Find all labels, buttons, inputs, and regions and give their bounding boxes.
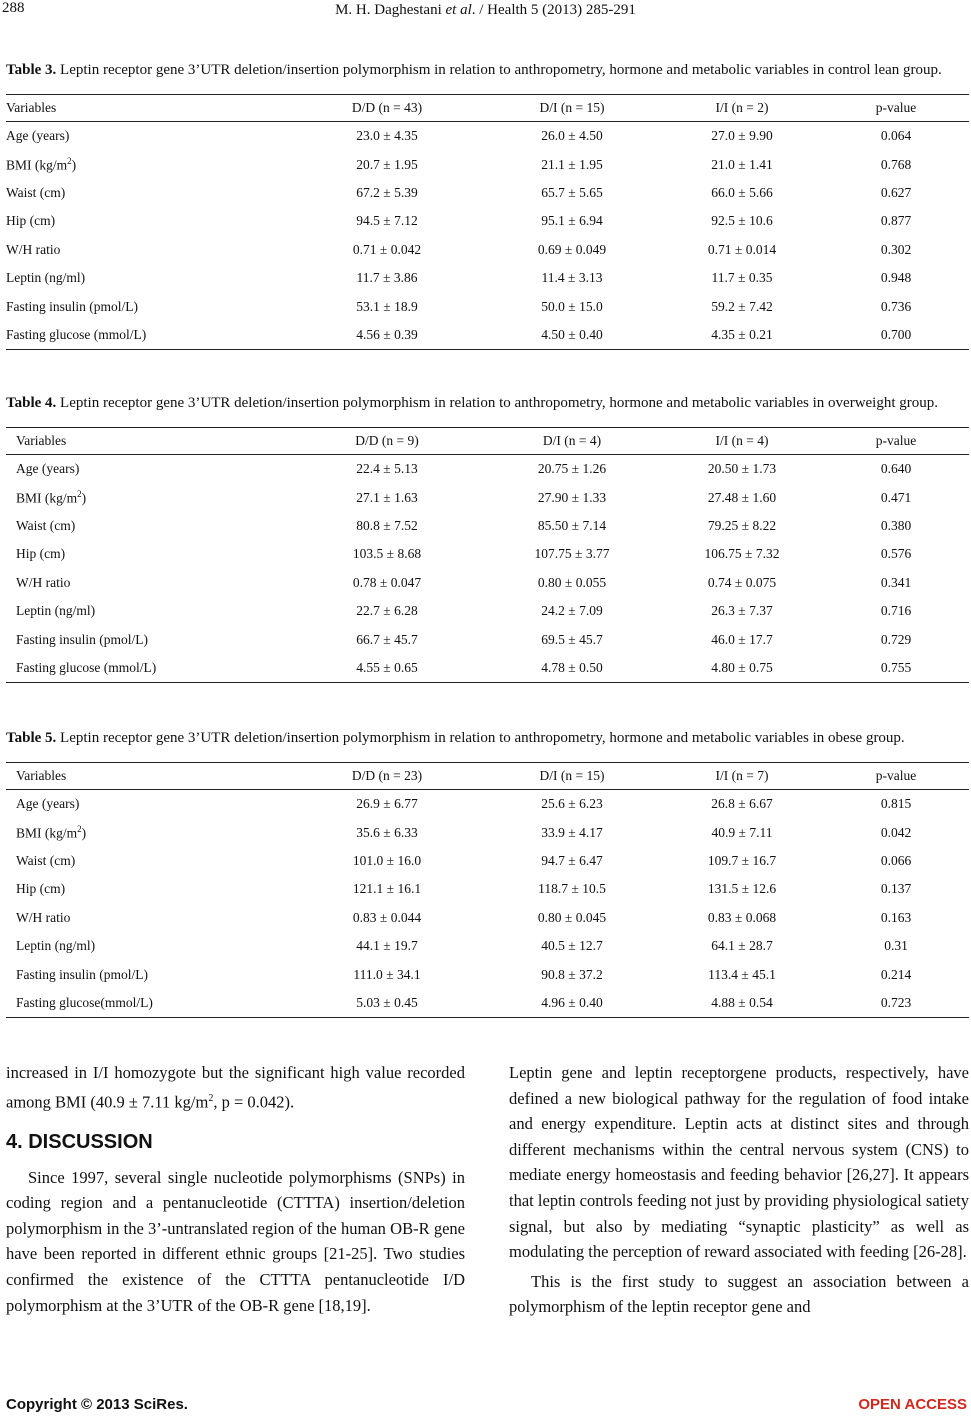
table-row (6, 597, 969, 625)
p-value-cell: 0.815 (880, 796, 912, 812)
value-cell: 40.9 ± 7.11 (711, 824, 773, 840)
table-header-cell: I/I (n = 4) (715, 433, 769, 448)
table-row (6, 540, 969, 568)
table-row (6, 321, 969, 350)
table-row (6, 512, 969, 540)
variable-cell (6, 122, 291, 151)
table-header-cell: I/I (n = 7) (715, 768, 769, 783)
table-header-cell: D/I (n = 4) (542, 433, 602, 448)
p-value-cell: 0.700 (880, 326, 912, 342)
value-cell: 95.1 ± 6.94 (541, 213, 603, 229)
value-cell: 46.0 ± 17.7 (711, 631, 773, 647)
variable-name: Hip (cm) (16, 881, 66, 897)
variable-suffix: ) (81, 490, 87, 506)
value-cell: 59.2 ± 7.42 (711, 298, 773, 314)
p-value-cell: 0.768 (880, 156, 912, 172)
table-row (6, 292, 969, 320)
table-header-cell: D/D (n = 23) (351, 768, 423, 783)
variable-cell (6, 236, 291, 264)
table-5-block (6, 728, 969, 1018)
paragraph-results-end (6, 1060, 465, 1115)
running-head (0, 2, 971, 19)
value-cell: 27.1 ± 1.63 (356, 489, 418, 505)
value-cell: 121.1 ± 16.1 (352, 881, 422, 897)
footer-open-access: OPEN ACCESS (858, 1396, 967, 1413)
body-column-right (509, 1060, 969, 1320)
variable-name: Age (years) (16, 461, 80, 477)
table-row (6, 847, 969, 875)
variable-name: Fasting glucose(mmol/L) (16, 994, 153, 1010)
value-cell: 118.7 ± 10.5 (538, 881, 606, 897)
value-cell: 94.5 ± 7.12 (356, 213, 418, 229)
value-cell: 0.80 ± 0.055 (537, 574, 607, 590)
table-row (6, 207, 969, 235)
value-cell: 23.0 ± 4.35 (356, 128, 418, 144)
table-row (6, 989, 969, 1018)
variable-name: Age (years) (16, 796, 80, 812)
table-header-cell: D/I (n = 15) (539, 768, 605, 783)
value-cell: 27.90 ± 1.33 (537, 489, 607, 505)
superscript: 2 (77, 488, 82, 499)
paragraph-discussion-2: Leptin gene and leptin receptorgene products, respectively, have defined a new biological pathway for the regulation of food intake and energy expenditure. Leptin acts at distinct sites and through different mechanisms within the central nervous system (CNS) to mediate energy homeostasis and feeding behavior [26,27]. It appears that leptin controls feeding not just by providing physiological satiety signal, but also by mediating “synaptic plasticity” as well as modulating the perception of reward associated with feeding [26-28]. (509, 1063, 969, 1262)
table-header-cell: D/D (n = 43) (351, 100, 423, 115)
value-cell: 103.5 ± 8.68 (352, 546, 422, 562)
value-cell: 4.96 ± 0.40 (541, 994, 603, 1010)
variable-name: Age (years) (6, 128, 70, 144)
value-cell: 131.5 ± 12.6 (707, 881, 777, 897)
variable-cell (6, 150, 291, 178)
table-header-cell: p-value (875, 433, 917, 448)
variable-cell (6, 875, 291, 903)
value-cell: 20.50 ± 1.73 (707, 461, 777, 477)
variable-cell (6, 483, 291, 511)
variable-name: Leptin (ng/ml) (16, 603, 96, 619)
running-head-authors: M. H. Daghestani (335, 2, 446, 18)
variable-cell (6, 264, 291, 292)
variable-name: Fasting glucose (mmol/L) (16, 659, 157, 675)
p-value-cell: 0.729 (880, 631, 912, 647)
value-cell: 26.8 ± 6.67 (711, 796, 773, 812)
p-value-cell: 0.380 (880, 517, 912, 533)
table-row (6, 122, 969, 151)
p-value-cell: 0.877 (880, 213, 912, 229)
p-value-cell: 0.341 (880, 574, 912, 590)
p-value-cell: 0.137 (880, 881, 912, 897)
value-cell: 4.50 ± 0.40 (541, 326, 603, 342)
table-row (6, 904, 969, 932)
variable-name: BMI (kg/m (16, 825, 78, 841)
variable-cell (6, 904, 291, 932)
variable-cell (6, 512, 291, 540)
value-cell: 40.5 ± 12.7 (541, 938, 603, 954)
variable-cell (6, 540, 291, 568)
table-row (6, 236, 969, 264)
data-table (6, 427, 969, 683)
variable-name: Fasting insulin (pmol/L) (6, 298, 139, 314)
table-header-cell: Variables (16, 768, 67, 783)
table-caption (6, 60, 969, 80)
table-caption-text: Leptin receptor gene 3’UTR deletion/insertion polymorphism in relation to anthropometry, hormone and metabolic variables in obese group. (56, 730, 905, 746)
p-value-cell: 0.042 (880, 824, 912, 840)
value-cell: 21.1 ± 1.95 (541, 156, 603, 172)
paragraph-discussion-3: This is the first study to suggest an association between a polymorphism of the leptin receptor gene and (509, 1271, 969, 1317)
value-cell: 33.9 ± 4.17 (541, 824, 603, 840)
value-cell: 27.0 ± 9.90 (711, 128, 773, 144)
variable-cell (6, 597, 291, 625)
value-cell: 0.80 ± 0.045 (537, 909, 607, 925)
table-label: Table 4. (6, 395, 57, 411)
value-cell: 64.1 ± 28.7 (711, 938, 773, 954)
value-cell: 25.6 ± 6.23 (541, 796, 603, 812)
value-cell: 22.4 ± 5.13 (356, 461, 418, 477)
value-cell: 90.8 ± 37.2 (541, 966, 603, 982)
variable-cell (6, 932, 291, 960)
table-row (6, 483, 969, 511)
paragraph-text: increased in I/I homozygote but the significant high value recorded among BMI (40.9 ± 7.11 kg/m (6, 1063, 465, 1112)
variable-name: W/H ratio (6, 241, 61, 257)
table-label: Table 3. (6, 62, 57, 78)
variable-name: Leptin (ng/ml) (16, 938, 96, 954)
table-header-cell: I/I (n = 2) (715, 100, 769, 115)
p-value-cell: 0.627 (880, 184, 912, 200)
variable-cell (6, 989, 291, 1018)
table-row (6, 455, 969, 484)
p-value-cell: 0.723 (880, 994, 912, 1010)
table-row (6, 150, 969, 178)
table-caption-text: Leptin receptor gene 3’UTR deletion/insertion polymorphism in relation to anthropometry, hormone and metabolic variables in overweight group. (56, 395, 939, 411)
table-header-row (6, 428, 969, 455)
value-cell: 4.56 ± 0.39 (356, 326, 418, 342)
value-cell: 106.75 ± 7.32 (704, 546, 780, 562)
variable-cell (6, 569, 291, 597)
value-cell: 67.2 ± 5.39 (356, 184, 418, 200)
table-label: Table 5. (6, 730, 57, 746)
value-cell: 44.1 ± 19.7 (356, 938, 418, 954)
table-row (6, 569, 969, 597)
value-cell: 0.69 ± 0.049 (537, 241, 607, 257)
value-cell: 53.1 ± 18.9 (356, 298, 418, 314)
value-cell: 4.35 ± 0.21 (711, 326, 773, 342)
variable-name: Waist (cm) (16, 517, 76, 533)
value-cell: 80.8 ± 7.52 (356, 517, 418, 533)
footer-copyright: Copyright © 2013 SciRes. (6, 1396, 188, 1413)
p-value-cell: 0.640 (880, 461, 912, 477)
superscript: 2 (208, 1092, 214, 1104)
variable-name: Waist (cm) (16, 852, 76, 868)
variable-cell (6, 207, 291, 235)
value-cell: 85.50 ± 7.14 (537, 517, 607, 533)
variable-name: Waist (cm) (6, 184, 66, 200)
value-cell: 107.75 ± 3.77 (534, 546, 610, 562)
value-cell: 4.55 ± 0.65 (356, 659, 418, 675)
data-table (6, 762, 969, 1018)
superscript: 2 (77, 823, 82, 834)
value-cell: 92.5 ± 10.6 (711, 213, 773, 229)
p-value-cell: 0.163 (880, 909, 912, 925)
value-cell: 27.48 ± 1.60 (707, 489, 777, 505)
variable-name: Fasting insulin (pmol/L) (16, 631, 149, 647)
table-header-cell: p-value (875, 768, 917, 783)
variable-suffix: ) (71, 157, 77, 173)
value-cell: 20.7 ± 1.95 (356, 156, 418, 172)
table-header-cell: p-value (875, 100, 917, 115)
variable-cell (6, 847, 291, 875)
table-header-cell: D/I (n = 15) (539, 100, 605, 115)
variable-name: Fasting insulin (pmol/L) (16, 966, 149, 982)
value-cell: 26.3 ± 7.37 (711, 603, 773, 619)
table-row (6, 179, 969, 207)
table-row (6, 625, 969, 653)
value-cell: 0.71 ± 0.014 (707, 241, 777, 257)
value-cell: 109.7 ± 16.7 (707, 852, 777, 868)
table-row (6, 790, 969, 819)
body-column-left (6, 1060, 465, 1318)
data-table (6, 94, 969, 350)
p-value-cell: 0.064 (880, 128, 912, 144)
value-cell: 24.2 ± 7.09 (541, 603, 603, 619)
p-value-cell: 0.31 (884, 938, 908, 954)
variable-name: Hip (cm) (6, 213, 56, 229)
table-4-block (6, 393, 969, 683)
p-value-cell: 0.716 (880, 603, 912, 619)
p-value-cell: 0.471 (880, 489, 912, 505)
running-head-journal: . / Health 5 (2013) 285-291 (471, 2, 636, 18)
table-header-cell: Variables (6, 100, 57, 115)
value-cell: 0.83 ± 0.044 (352, 909, 422, 925)
variable-cell (6, 625, 291, 653)
paragraph-text: , p = 0.042). (213, 1092, 295, 1112)
table-header-row (6, 763, 969, 790)
value-cell: 0.83 ± 0.068 (707, 909, 777, 925)
value-cell: 101.0 ± 16.0 (352, 852, 422, 868)
table-header-cell: D/D (n = 9) (355, 433, 419, 448)
p-value-cell: 0.576 (880, 546, 912, 562)
table-row (6, 264, 969, 292)
value-cell: 26.9 ± 6.77 (356, 796, 418, 812)
table-caption (6, 728, 969, 748)
variable-cell (6, 179, 291, 207)
p-value-cell: 0.066 (880, 852, 912, 868)
running-head-etal: et al (445, 2, 472, 18)
value-cell: 65.7 ± 5.65 (541, 184, 603, 200)
value-cell: 4.78 ± 0.50 (541, 659, 603, 675)
variable-name: Fasting glucose (mmol/L) (6, 326, 147, 342)
p-value-cell: 0.755 (880, 659, 912, 675)
value-cell: 94.7 ± 6.47 (541, 852, 603, 868)
table-row (6, 654, 969, 683)
variable-name: BMI (kg/m (16, 490, 78, 506)
variable-cell (6, 790, 291, 819)
value-cell: 0.74 ± 0.075 (707, 574, 777, 590)
p-value-cell: 0.948 (880, 270, 912, 286)
value-cell: 26.0 ± 4.50 (541, 128, 603, 144)
value-cell: 0.71 ± 0.042 (352, 241, 422, 257)
table-row (6, 932, 969, 960)
value-cell: 11.4 ± 3.13 (541, 270, 603, 286)
value-cell: 11.7 ± 3.86 (356, 270, 418, 286)
value-cell: 113.4 ± 45.1 (708, 966, 776, 982)
variable-name: W/H ratio (16, 909, 71, 925)
p-value-cell: 0.214 (880, 966, 912, 982)
variable-cell (6, 960, 291, 988)
page-number: 288 (2, 0, 25, 16)
value-cell: 79.25 ± 8.22 (707, 517, 777, 533)
p-value-cell: 0.302 (880, 241, 912, 257)
value-cell: 111.0 ± 34.1 (353, 966, 421, 982)
table-header-cell: Variables (16, 433, 67, 448)
value-cell: 5.03 ± 0.45 (356, 994, 418, 1010)
table-3-block (6, 60, 969, 350)
table-row (6, 960, 969, 988)
variable-name: Leptin (ng/ml) (6, 270, 86, 286)
table-row (6, 818, 969, 846)
superscript: 2 (67, 155, 72, 166)
section-heading: 4. DISCUSSION (6, 1130, 153, 1153)
value-cell: 21.0 ± 1.41 (711, 156, 773, 172)
variable-cell (6, 818, 291, 846)
variable-cell (6, 654, 291, 683)
value-cell: 66.7 ± 45.7 (356, 631, 418, 647)
value-cell: 69.5 ± 45.7 (541, 631, 603, 647)
table-row (6, 875, 969, 903)
table-header-row (6, 95, 969, 122)
value-cell: 4.80 ± 0.75 (711, 659, 773, 675)
variable-cell (6, 455, 291, 484)
variable-name: W/H ratio (16, 574, 71, 590)
variable-cell (6, 292, 291, 320)
value-cell: 66.0 ± 5.66 (711, 184, 773, 200)
variable-name: Hip (cm) (16, 546, 66, 562)
p-value-cell: 0.736 (880, 298, 912, 314)
variable-suffix: ) (81, 825, 87, 841)
value-cell: 50.0 ± 15.0 (541, 298, 603, 314)
value-cell: 35.6 ± 6.33 (356, 824, 418, 840)
paragraph-discussion-1: Since 1997, several single nucleotide polymorphisms (SNPs) in coding region and a pentanucleotide (CTTTA) insertion/deletion polymorphism in the 3’-untranslated region of the human OB-R gene have been reported in different ethnic groups [21-25]. Two studies confirmed the existence of the CTTTA pentanucleotide I/D polymorphism at the 3’UTR of the OB-R gene [18,19]. (6, 1167, 465, 1315)
value-cell: 11.7 ± 0.35 (711, 270, 773, 286)
value-cell: 4.88 ± 0.54 (711, 994, 773, 1010)
value-cell: 22.7 ± 6.28 (356, 603, 418, 619)
table-caption-text: Leptin receptor gene 3’UTR deletion/insertion polymorphism in relation to anthropometry, hormone and metabolic variables in control lean group. (56, 62, 942, 78)
value-cell: 20.75 ± 1.26 (537, 461, 607, 477)
variable-name: BMI (kg/m (6, 157, 68, 173)
table-caption (6, 393, 969, 413)
variable-cell (6, 321, 291, 350)
value-cell: 0.78 ± 0.047 (352, 574, 422, 590)
